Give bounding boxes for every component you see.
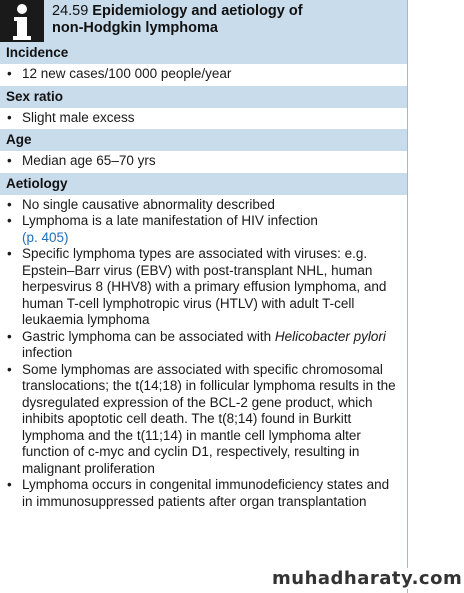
section-incidence [0,64,407,86]
section-heading-age: Age [0,129,407,151]
box-title [52,3,303,37]
section-heading-aetiology: Aetiology [0,173,407,195]
page-reference-link[interactable]: (p. 405) [22,229,69,245]
list-item [0,213,407,246]
section-heading-sex-ratio: Sex ratio [0,86,407,108]
box-title-line1: Epidemiology and aetiology of [92,3,303,19]
list-item: • Median age 65–70 yrs [0,153,407,170]
item-text: Lymphoma is a late manifestation of HIV infection [22,213,318,228]
item-text: infection [22,345,73,360]
list-item [0,329,407,362]
list-item: • Specific lymphoma types are associated with viruses: e.g. Epstein–Barr virus (EBV) with post-transplant NHL, human herpesvirus 8 (HHV8) with a primary effusion lymphoma, and human T-cell lymphotropic virus (HTLV) with adult T-cell leukaemia lymphoma [0,246,407,329]
item-text: Gastric lymphoma can be associated with [22,328,275,344]
section-sex-ratio [0,108,407,130]
list-item: • Slight male excess [0,110,407,127]
list-item: • 12 new cases/100 000 people/year [0,66,407,83]
box-number: 24.59 [52,3,89,19]
watermark: muhadharaty.com [272,568,463,589]
section-heading-incidence: Incidence [0,42,407,64]
list-item: • Lymphoma occurs in congenital immunodeficiency states and in immunosuppressed patients after organ transplantation [0,477,407,510]
section-age [0,151,407,173]
list-item: • No single causative abnormality described [0,197,407,214]
box-title-line2: non-Hodgkin lymphoma [52,20,218,36]
box-header [0,0,407,42]
section-aetiology [0,195,407,514]
list-item: • Some lymphomas are associated with specific chromosomal translocations; the t(14;18) in follicular lymphoma results in the dysregulated expression of the BCL-2 gene product, which inhibits apoptotic cell death. The t(8;14) found in Burkitt lymphoma and the t(11;14) in mantle cell lymphoma alter function of c-myc and cyclin D1, respectively, resulting in malignant proliferation [0,362,407,478]
info-i-icon [0,0,44,42]
item-italic-text: Helicobacter pylori [274,328,386,344]
